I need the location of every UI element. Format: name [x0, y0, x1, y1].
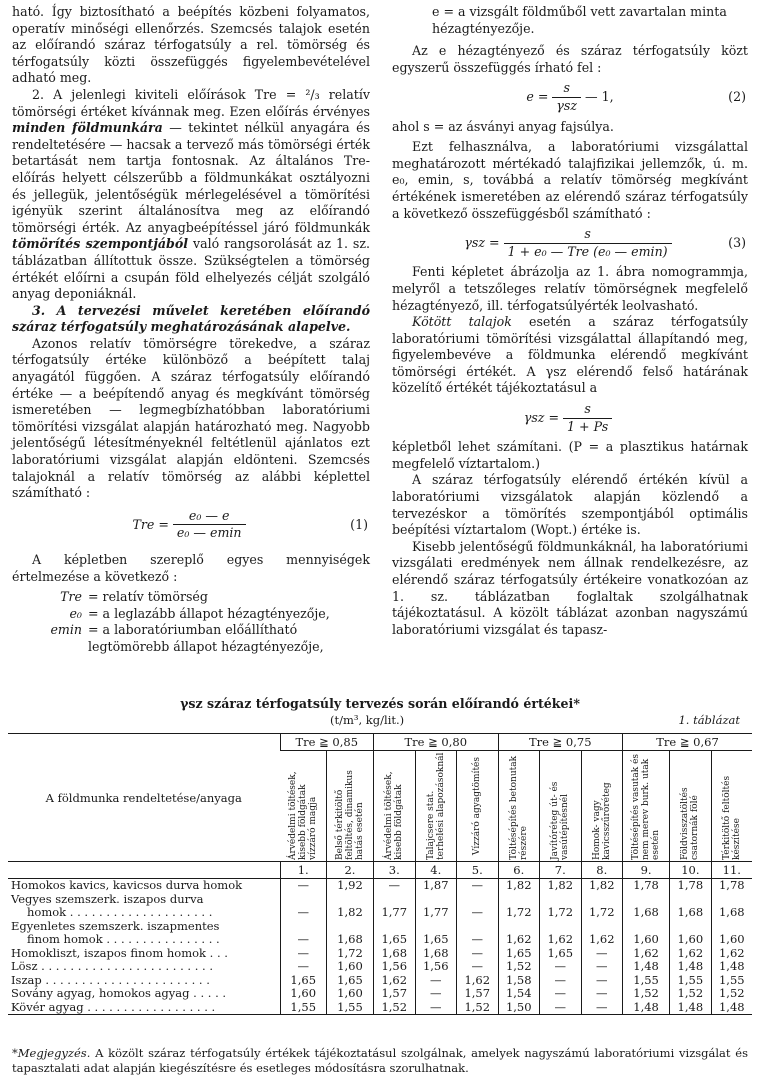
section-3-heading	[12, 303, 370, 336]
column-header-text: Talajcsere stat. terhelési alapozásoknál	[425, 752, 446, 860]
footnote-text: A közölt száraz térfogatsúly értékek tájékoztatásul szolgálnak, amelyek nagyszámú laboratóriumi vizsgálat és tapasztalati adat alapján kiegészítésre és esetleges módosításra szorulhatnak.	[12, 1046, 748, 1075]
value-cell: —	[457, 960, 499, 974]
eq2-fraction	[552, 80, 581, 114]
value-cell: 1,52	[670, 987, 712, 1001]
column-number-row	[8, 862, 752, 879]
column-number: 11.	[711, 862, 752, 879]
definition-item	[12, 606, 370, 623]
column-header	[326, 751, 373, 862]
material-cell	[8, 879, 280, 893]
r-paragraph-5	[392, 314, 748, 397]
eq4-denominator: 1 + Ps	[563, 418, 612, 436]
column-number: 1.	[280, 862, 326, 879]
value-cell: —	[540, 987, 582, 1001]
column-header-text: Árvédelmi töltések, kisebb földgátak vízzáró magja	[287, 771, 318, 860]
definition-symbol: e₀	[69, 605, 82, 621]
eq1-number: (1)	[350, 516, 368, 532]
r-paragraph-6: képletből lehet számítani. (P = a plasztikus határnak megfelelő víztartalom.)	[392, 439, 748, 471]
column-header	[280, 751, 326, 862]
column-header-text: Töltésépítés vasutak és nem merev burk. utak esetén	[631, 753, 662, 860]
value-cell: 1,55	[711, 974, 752, 988]
eq3-denominator: 1 + e₀ — Tre (e₀ — emin)	[504, 243, 672, 261]
value-cell: 1,55	[326, 1001, 373, 1015]
table-row	[8, 960, 752, 974]
footnote-label: *Megjegyzés.	[12, 1046, 91, 1060]
table-group-row	[8, 734, 752, 751]
definitions-list	[12, 589, 370, 655]
r-paragraph-2: ahol s = az ásványi anyag fajsúlya.	[392, 118, 614, 134]
material-label: Vegyes szemszerk. iszapos durva	[11, 891, 204, 906]
p5-text: esetén a száraz térfogatsúly laboratóriumi tömörítési vizsgálattal állapítandó meg, figyelembevéve a földmunka elérendő megkívánt tömörségi értékét. A γsz elérendő felső határának közelítő értékét tájékoztatásul a	[392, 314, 748, 396]
table-row	[8, 920, 752, 947]
value-cell: 1,62	[581, 920, 623, 947]
value-cell: 1,48	[623, 1001, 670, 1015]
equation-2	[392, 80, 748, 114]
value-cell: 1,68	[711, 893, 752, 920]
value-cell: 1,54	[498, 987, 540, 1001]
value-cell: —	[540, 974, 582, 988]
table-number: 1. táblázat	[678, 713, 740, 727]
definition-e-text: e = a vizsgált földműből vett zavartalan minta hézagtényezője.	[432, 4, 727, 36]
material-cell	[8, 920, 280, 947]
value-cell: 1,56	[415, 960, 457, 974]
value-cell: 1,68	[415, 947, 457, 961]
value-cell: 1,48	[711, 1001, 752, 1015]
eq2-number: (2)	[728, 89, 746, 105]
value-cell: 1,50	[498, 1001, 540, 1015]
paragraph-2	[12, 87, 370, 303]
value-cell: 1,65	[326, 974, 373, 988]
eq2-rest: — 1,	[585, 89, 614, 105]
value-cell: 1,72	[581, 893, 623, 920]
eq3-number: (3)	[728, 234, 746, 250]
material-cell	[8, 960, 280, 974]
group-header: Tre ≧ 0,80	[374, 734, 499, 751]
table-row	[8, 879, 752, 893]
group-header: Tre ≧ 0,85	[280, 734, 374, 751]
column-number: 8.	[581, 862, 623, 879]
value-cell: 1,55	[623, 974, 670, 988]
p2-emphasis: minden földmunkára	[12, 120, 163, 136]
group-header: Tre ≧ 0,67	[623, 734, 752, 751]
value-cell: 1,60	[670, 920, 712, 947]
definition-item	[12, 622, 370, 655]
column-number: 6.	[498, 862, 540, 879]
definition-e	[432, 4, 748, 37]
value-cell: 1,52	[457, 1001, 499, 1015]
value-cell: 1,87	[415, 879, 457, 893]
r-paragraph-1: Az e hézagtényező és száraz térfogatsúly közt egyszerű összefüggés írható fel :	[392, 43, 748, 75]
value-cell: 1,65	[415, 920, 457, 947]
value-cell: 1,72	[326, 947, 373, 961]
eq4-fraction	[563, 401, 612, 435]
p2-text-a: 2. A jelenlegi kiviteli előírások Tre = ²/₃ relatív tömörségi értéket kívánnak meg. Ezen előírás érvényes	[12, 86, 370, 119]
paragraph-5: A képletben szereplő egyes mennyiségek értelmezése a következő :	[12, 552, 370, 584]
material-label: Sovány agyag, homokos agyag . . . . .	[11, 986, 227, 1000]
column-header	[374, 751, 416, 862]
r-paragraph-3: Ezt felhasználva, a laboratóriumi vizsgálattal meghatározott mértékadó talajfizikai jellemzők, ú. m. e₀, emin, s, továbbá a relatív tömörség megkívánt értékének ismeretében az elérendő száraz térfogatsúly a következő összefüggésből számítható :	[392, 139, 748, 221]
definition-symbol: Tre	[60, 589, 82, 605]
material-label: Lösz . . . . . . . . . . . . . . . . . . . . . . . .	[11, 959, 213, 973]
value-cell: 1,52	[623, 987, 670, 1001]
material-label: Kövér agyag . . . . . . . . . . . . . . . . . .	[11, 999, 216, 1014]
column-header	[415, 751, 457, 862]
material-cell	[8, 947, 280, 961]
definition-symbol: emin	[50, 622, 82, 638]
equation-1	[12, 508, 370, 542]
value-cell: 1,48	[623, 960, 670, 974]
data-table	[8, 733, 752, 1015]
value-cell: 1,78	[670, 879, 712, 893]
table-row	[8, 947, 752, 961]
p2-text-c: való rangsorolását az 1. sz. táblázatban állítottuk össze. Szükségtelen a tömörség értékét előírni a csupán föld elhelyezés célját szolgáló anyag deponiáknál.	[12, 236, 370, 302]
value-cell: 1,68	[374, 947, 416, 961]
value-cell: 1,48	[670, 960, 712, 974]
column-header-text: Belső térkitöltő feltöltés, dinamikus hatás esetén	[334, 770, 365, 860]
value-cell: —	[457, 947, 499, 961]
column-header-text: Homok- vagy kavicsszűrőréteg	[591, 782, 612, 860]
value-cell: 1,57	[374, 987, 416, 1001]
eq3-fraction	[504, 226, 672, 260]
value-cell: —	[280, 960, 326, 974]
value-cell: 1,82	[498, 879, 540, 893]
table-row	[8, 1001, 752, 1015]
material-cell	[8, 987, 280, 1001]
r-paragraph-8: Kisebb jelentőségű földmunkáknál, ha laboratóriumi vizsgálati eredmények nem állnak rendelkezésre, az elérendő száraz térfogatsúly értékeire vonatkozóan az 1. sz. táblázatban foglaltak szolgálhatnak tájékoztatásul. A közölt táblázat azonban nagyszámú laboratóriumi vizsgálat és tapasz-	[392, 538, 748, 637]
table-row	[8, 893, 752, 920]
value-cell: 1,65	[374, 920, 416, 947]
column-header	[457, 751, 499, 862]
value-cell: 1,92	[326, 879, 373, 893]
paragraph-4: Azonos relatív tömörségre törekedve, a száraz térfogatsúly értéke különböző a beépített talaj anyagától függően. A száraz térfogatsúly előírandó értéke — a beépítendő anyag és megkívánt tömörség ismeretében — legmegbízhatóbban laboratóriumi tömörítési vizsgálat alapján határozható meg. Nagyobb jelentőségű létesítményeknél feltétlenül ajánlatos ezt laboratóriumi vizsgálat alapján eldönteni. Szemcsés talajoknál a relatív tömörség az alábbi képlettel számítható :	[12, 335, 370, 501]
material-cell	[8, 974, 280, 988]
value-cell: 1,62	[540, 920, 582, 947]
value-cell: 1,82	[540, 879, 582, 893]
value-cell: 1,68	[623, 893, 670, 920]
value-cell: 1,55	[280, 1001, 326, 1015]
definition-text: = a laboratóriumban előállítható legtömörebb állapot hézagtényezője,	[88, 622, 324, 654]
column-number: 9.	[623, 862, 670, 879]
column-header-text: Földvisszatöltés csatornák fölé	[680, 787, 701, 860]
material-label: finom homok . . . . . . . . . . . . . . . .	[27, 932, 220, 946]
value-cell: 1,52	[711, 987, 752, 1001]
table-body	[8, 879, 752, 1015]
eq2-numerator: s	[563, 80, 570, 96]
table-row	[8, 974, 752, 988]
definition-item	[12, 589, 370, 606]
column-header	[670, 751, 712, 862]
row-header-text: A földmunka rendeltetése/anyaga	[45, 790, 242, 805]
value-cell: 1,48	[711, 960, 752, 974]
eq3-lhs: γsz =	[464, 234, 500, 250]
value-cell: —	[280, 893, 326, 920]
value-cell: —	[581, 974, 623, 988]
r-paragraph-4: Fenti képletet ábrázolja az 1. ábra nomogrammja, melyről a tetszőleges relatív tömörségnek megfelelő hézagtényező, ill. térfogatsúlyérték leolvasható.	[392, 264, 748, 313]
value-cell: 1,52	[498, 960, 540, 974]
column-header	[623, 751, 670, 862]
value-cell: 1,62	[670, 947, 712, 961]
value-cell: 1,72	[540, 893, 582, 920]
eq3-numerator: s	[584, 226, 591, 242]
right-column	[392, 4, 748, 638]
column-header-text: Árvédelmi töltések, kisebb földgátak	[384, 771, 405, 860]
value-cell: —	[415, 987, 457, 1001]
eq2-denominator: γsz	[552, 97, 581, 115]
value-cell: —	[540, 1001, 582, 1015]
eq1-denominator: e₀ — emin	[173, 524, 246, 542]
value-cell: —	[457, 920, 499, 947]
value-cell: 1,62	[711, 947, 752, 961]
value-cell: —	[581, 1001, 623, 1015]
p2-text-b: — tekintet nélkül anyagára és rendeltetésére — hacsak a tervező más tömörségi érték betartását nem tartja fontosnak. Az általános Tre-előírás helyett célszerűbb a földmunkákat osztályozni és jellegük, jelentőségük mérlegelésével a tömörítési igényük szerint általánosítva meg az előírandó tömörségi érték. Az anyagbeépítéssel járó földmunkák	[12, 120, 370, 235]
value-cell: 1,68	[670, 893, 712, 920]
value-cell: —	[581, 960, 623, 974]
equation-4	[392, 401, 748, 435]
value-cell: 1,62	[498, 920, 540, 947]
column-header	[540, 751, 582, 862]
r-paragraph-7: A száraz térfogatsúly elérendő értékén kívül a laboratóriumi vizsgálatok alapján közlendő a tervezéskor a tömörítés szempontjából optimális beépítési víztartalom (Wopt.) értéke is.	[392, 472, 748, 538]
material-label: Homokos kavics, kavicsos durva homok	[11, 878, 243, 892]
paragraph-1: ható. Így biztosítható a beépítés közbeni folyamatos, operatív minőségi ellenőrzés. Szemcsés talajok esetén az előírandó száraz térfogatsúly a rel. tömörség és térfogatsúly közti összefüggés figyelembevételével adható meg.	[12, 4, 370, 86]
material-label: Homokliszt, iszapos finom homok . . .	[11, 945, 228, 960]
value-cell: —	[540, 960, 582, 974]
column-number: 3.	[374, 862, 416, 879]
equation-3	[392, 226, 748, 260]
value-cell: 1,82	[326, 893, 373, 920]
value-cell: —	[457, 893, 499, 920]
eq2-lhs: e =	[526, 89, 549, 105]
value-cell: 1,68	[326, 920, 373, 947]
definition-text: = a leglazább állapot hézagtényezője,	[88, 605, 330, 621]
column-number: 7.	[540, 862, 582, 879]
value-cell: 1,65	[540, 947, 582, 961]
definition-text: = relatív tömörség	[88, 589, 208, 605]
column-number: 10.	[670, 862, 712, 879]
column-number: 2.	[326, 862, 373, 879]
value-cell: 1,77	[415, 893, 457, 920]
column-number-empty	[8, 862, 280, 879]
column-header	[581, 751, 623, 862]
column-header	[498, 751, 540, 862]
column-number: 4.	[415, 862, 457, 879]
eq4-numerator: s	[584, 401, 591, 417]
value-cell: 1,78	[623, 879, 670, 893]
material-label: homok . . . . . . . . . . . . . . . . . . . .	[27, 905, 213, 919]
value-cell: 1,60	[623, 920, 670, 947]
row-header-cell	[8, 734, 280, 862]
value-cell: —	[280, 879, 326, 893]
value-cell: 1,57	[457, 987, 499, 1001]
value-cell: 1,62	[374, 974, 416, 988]
value-cell: —	[280, 947, 326, 961]
column-number: 5.	[457, 862, 499, 879]
material-cell	[8, 1001, 280, 1015]
eq4-lhs: γsz =	[523, 409, 559, 425]
column-header-text: Töltésépítés betonutak részére	[508, 755, 529, 860]
p5-emphasis: Kötött talajok	[412, 314, 512, 330]
heading-text: 3. A tervezési művelet keretében előírandó száraz térfogatsúly meghatározásának alapelve.	[12, 302, 370, 335]
value-cell: 1,48	[670, 1001, 712, 1015]
value-cell: 1,78	[711, 879, 752, 893]
eq1-lhs: Tre =	[132, 516, 169, 532]
material-label: Egyenletes szemszerk. iszapmentes	[11, 918, 220, 933]
value-cell: 1,62	[623, 947, 670, 961]
table-title: γsz száraz térfogatsúly tervezés során előírandó értékei*	[180, 696, 580, 711]
value-cell: —	[374, 879, 416, 893]
table-units: (t/m³, kg/lit.)	[330, 713, 405, 727]
column-header-text: Vízzáró agyagtömítés	[472, 756, 483, 856]
eq1-fraction	[173, 508, 246, 542]
left-column	[12, 4, 370, 660]
value-cell: —	[415, 974, 457, 988]
value-cell: —	[581, 987, 623, 1001]
value-cell: 1,82	[581, 879, 623, 893]
column-header-text: Térkitöltő feltöltés készítése	[721, 775, 742, 860]
value-cell: 1,58	[498, 974, 540, 988]
value-cell: 1,65	[280, 974, 326, 988]
value-cell: —	[581, 947, 623, 961]
table-row	[8, 987, 752, 1001]
value-cell: 1,52	[374, 1001, 416, 1015]
footnote	[12, 1046, 748, 1076]
value-cell: 1,55	[670, 974, 712, 988]
material-cell	[8, 893, 280, 920]
value-cell: 1,60	[326, 960, 373, 974]
material-label: Iszap . . . . . . . . . . . . . . . . . . . . . . .	[11, 972, 210, 987]
value-cell: 1,60	[711, 920, 752, 947]
value-cell: 1,77	[374, 893, 416, 920]
value-cell: 1,62	[457, 974, 499, 988]
value-cell: 1,65	[498, 947, 540, 961]
value-cell: 1,60	[280, 987, 326, 1001]
column-header-text: Javítóréteg út- és vasútépítésnél	[550, 781, 571, 860]
value-cell: —	[415, 1001, 457, 1015]
value-cell: 1,56	[374, 960, 416, 974]
value-cell: 1,72	[498, 893, 540, 920]
p2-emphasis-2: tömörítés szempontjából	[12, 236, 189, 252]
column-header	[711, 751, 752, 862]
value-cell: —	[280, 920, 326, 947]
value-cell: —	[457, 879, 499, 893]
eq1-numerator: e₀ — e	[188, 507, 230, 523]
value-cell: 1,60	[326, 987, 373, 1001]
group-header: Tre ≧ 0,75	[498, 734, 623, 751]
